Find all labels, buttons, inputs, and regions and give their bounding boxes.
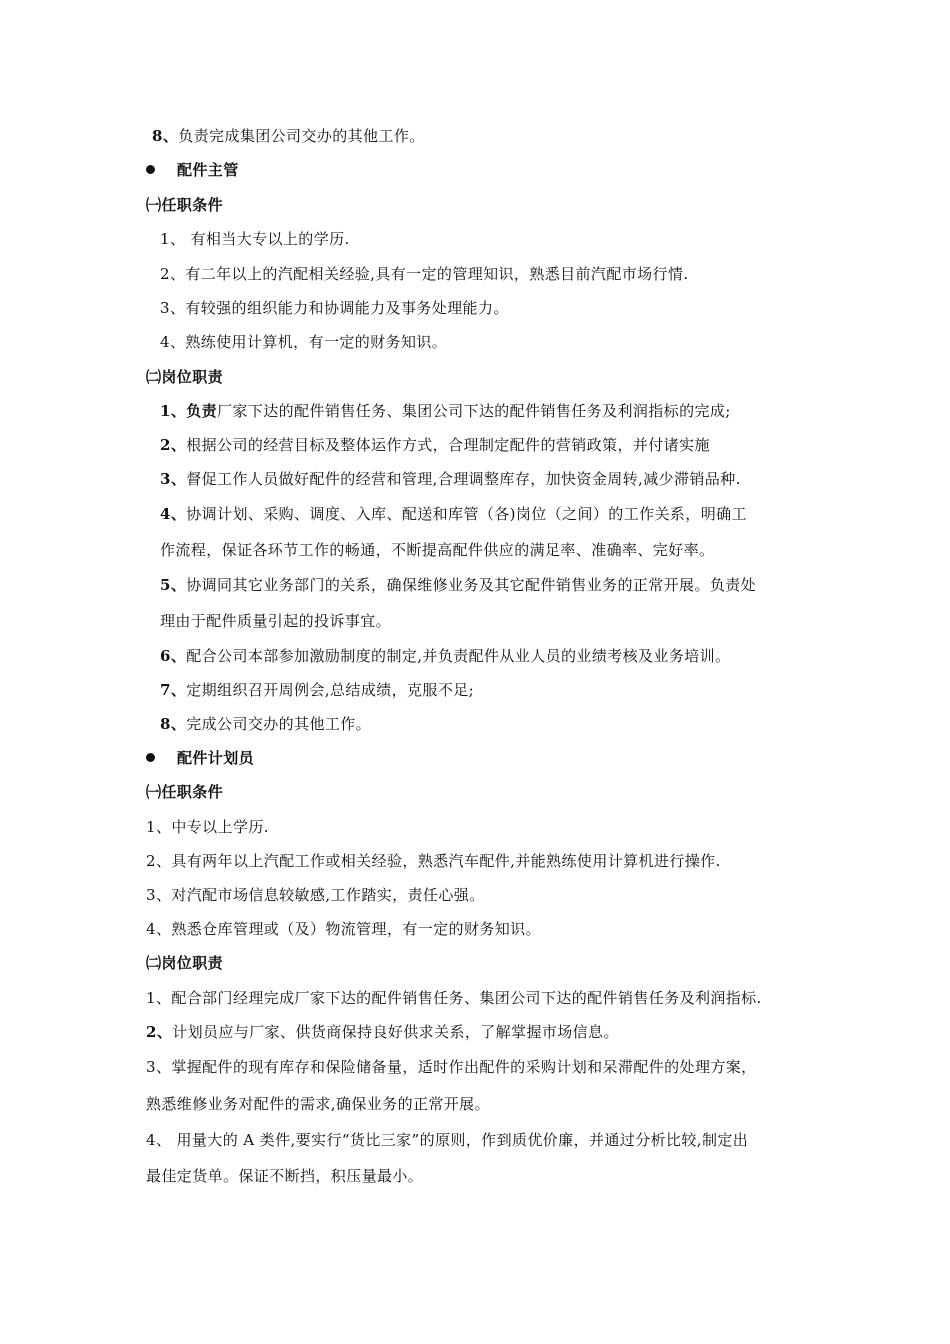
duty-item-continuation: 最佳定货单。保证不断挡，积压量最小。 — [146, 1167, 424, 1185]
requirement-item: 1、 有相当大专以上的学历. — [160, 230, 350, 248]
duty-item-continuation: 理由于配件质量引起的投诉事宜。 — [160, 612, 392, 630]
item-number: 8、 — [152, 127, 179, 145]
bullet-icon — [146, 165, 155, 174]
duty-text: 根据公司的经营目标及整体运作方式，合理制定配件的营销政策，并付诸实施 — [186, 436, 710, 454]
requirement-item: 3、有较强的组织能力和协调能力及事务处理能力。 — [160, 299, 509, 317]
duty-text: 完成公司交办的其他工作。 — [186, 715, 372, 733]
duty-number: 4、 — [160, 505, 187, 523]
duty-text: 定期组织召开周例会,总结成绩，克服不足; — [186, 681, 475, 699]
duty-item — [160, 680, 474, 700]
duty-number: 8、 — [160, 715, 187, 733]
duty-number: 1、 — [160, 402, 187, 420]
duty-number: 5、 — [160, 576, 187, 594]
duty-item-continuation: 熟悉维修业务对配件的需求,确保业务的正常开展。 — [146, 1095, 490, 1113]
duty-text: 厂家下达的配件销售任务、集团公司下达的配件销售任务及利润指标的完成; — [217, 402, 731, 420]
duty-number: 3、 — [160, 470, 187, 488]
bullet-icon — [146, 753, 155, 762]
subheading-requirements: ㈠任职条件 — [146, 196, 224, 214]
duty-item — [160, 575, 756, 595]
requirement-item: 2、有二年以上的汽配相关经验,具有一定的管理知识，熟悉目前汽配市场行情. — [160, 265, 689, 283]
subheading-duties: ㈡岗位职责 — [146, 954, 224, 972]
duty-item — [160, 401, 731, 421]
subheading-duties: ㈡岗位职责 — [146, 368, 224, 386]
section-heading-parts-supervisor — [146, 160, 239, 180]
section-title: 配件计划员 — [177, 749, 255, 767]
duty-item — [146, 1022, 619, 1042]
duty-number: 2、 — [160, 436, 187, 454]
requirement-item: 2、具有两年以上汽配工作或相关经验，熟悉汽车配件,并能熟练使用计算机进行操作. — [146, 852, 721, 870]
duty-item — [160, 714, 371, 734]
duty-item — [160, 469, 741, 489]
requirement-item: 3、对汽配市场信息较敏感,工作踏实，责任心强。 — [146, 886, 485, 904]
duty-text: 协调同其它业务部门的关系，确保维修业务及其它配件销售业务的正常开展。负责处 — [186, 576, 757, 594]
duty-text: 协调计划、采购、调度、入库、配送和库管（各)岗位（之间）的工作关系，明确工 — [186, 505, 747, 523]
requirement-item: 4、熟悉仓库管理或（及）物流管理，有一定的财务知识。 — [146, 920, 541, 938]
duty-item — [160, 435, 710, 455]
duty-text: 配合公司本部参加激励制度的制定,并负责配件从业人员的业绩考核及业务培训。 — [186, 647, 731, 665]
duty-number: 6、 — [160, 647, 187, 665]
subheading-requirements: ㈠任职条件 — [146, 783, 224, 801]
duty-text: 计划员应与厂家、供货商保持良好供求关系，了解掌握市场信息。 — [172, 1023, 619, 1041]
duty-item: 3、掌握配件的现有库存和保险储备量，适时作出配件的采购计划和呆滞配件的处理方案， — [146, 1058, 757, 1076]
duty-item: 4、 用量大的 A 类件,要实行“货比三家”的原则，作到质优价廉，并通过分析比较,制定出 — [146, 1131, 749, 1149]
duty-item-continuation: 作流程，保证各环节工作的畅通，不断提高配件供应的满足率、准确率、完好率。 — [160, 541, 715, 559]
section-heading-parts-planner — [146, 748, 254, 768]
duty-number: 2、 — [146, 1023, 173, 1041]
duty-item — [160, 504, 747, 524]
top-item-8 — [152, 126, 425, 146]
duty-item — [160, 646, 730, 666]
section-title: 配件主管 — [177, 161, 239, 179]
requirement-item: 1、中专以上学历. — [146, 818, 269, 836]
item-text: 负责完成集团公司交办的其他工作。 — [178, 127, 425, 145]
duty-number: 7、 — [160, 681, 187, 699]
duty-bold-text: 负责 — [186, 402, 218, 420]
duty-text: 督促工作人员做好配件的经营和管理,合理调整库存，加快资金周转,减少滞销品种. — [186, 470, 741, 488]
duty-item: 1、配合部门经理完成厂家下达的配件销售任务、集团公司下达的配件销售任务及利润指标. — [146, 989, 762, 1007]
requirement-item: 4、熟练使用计算机，有一定的财务知识。 — [160, 333, 448, 351]
